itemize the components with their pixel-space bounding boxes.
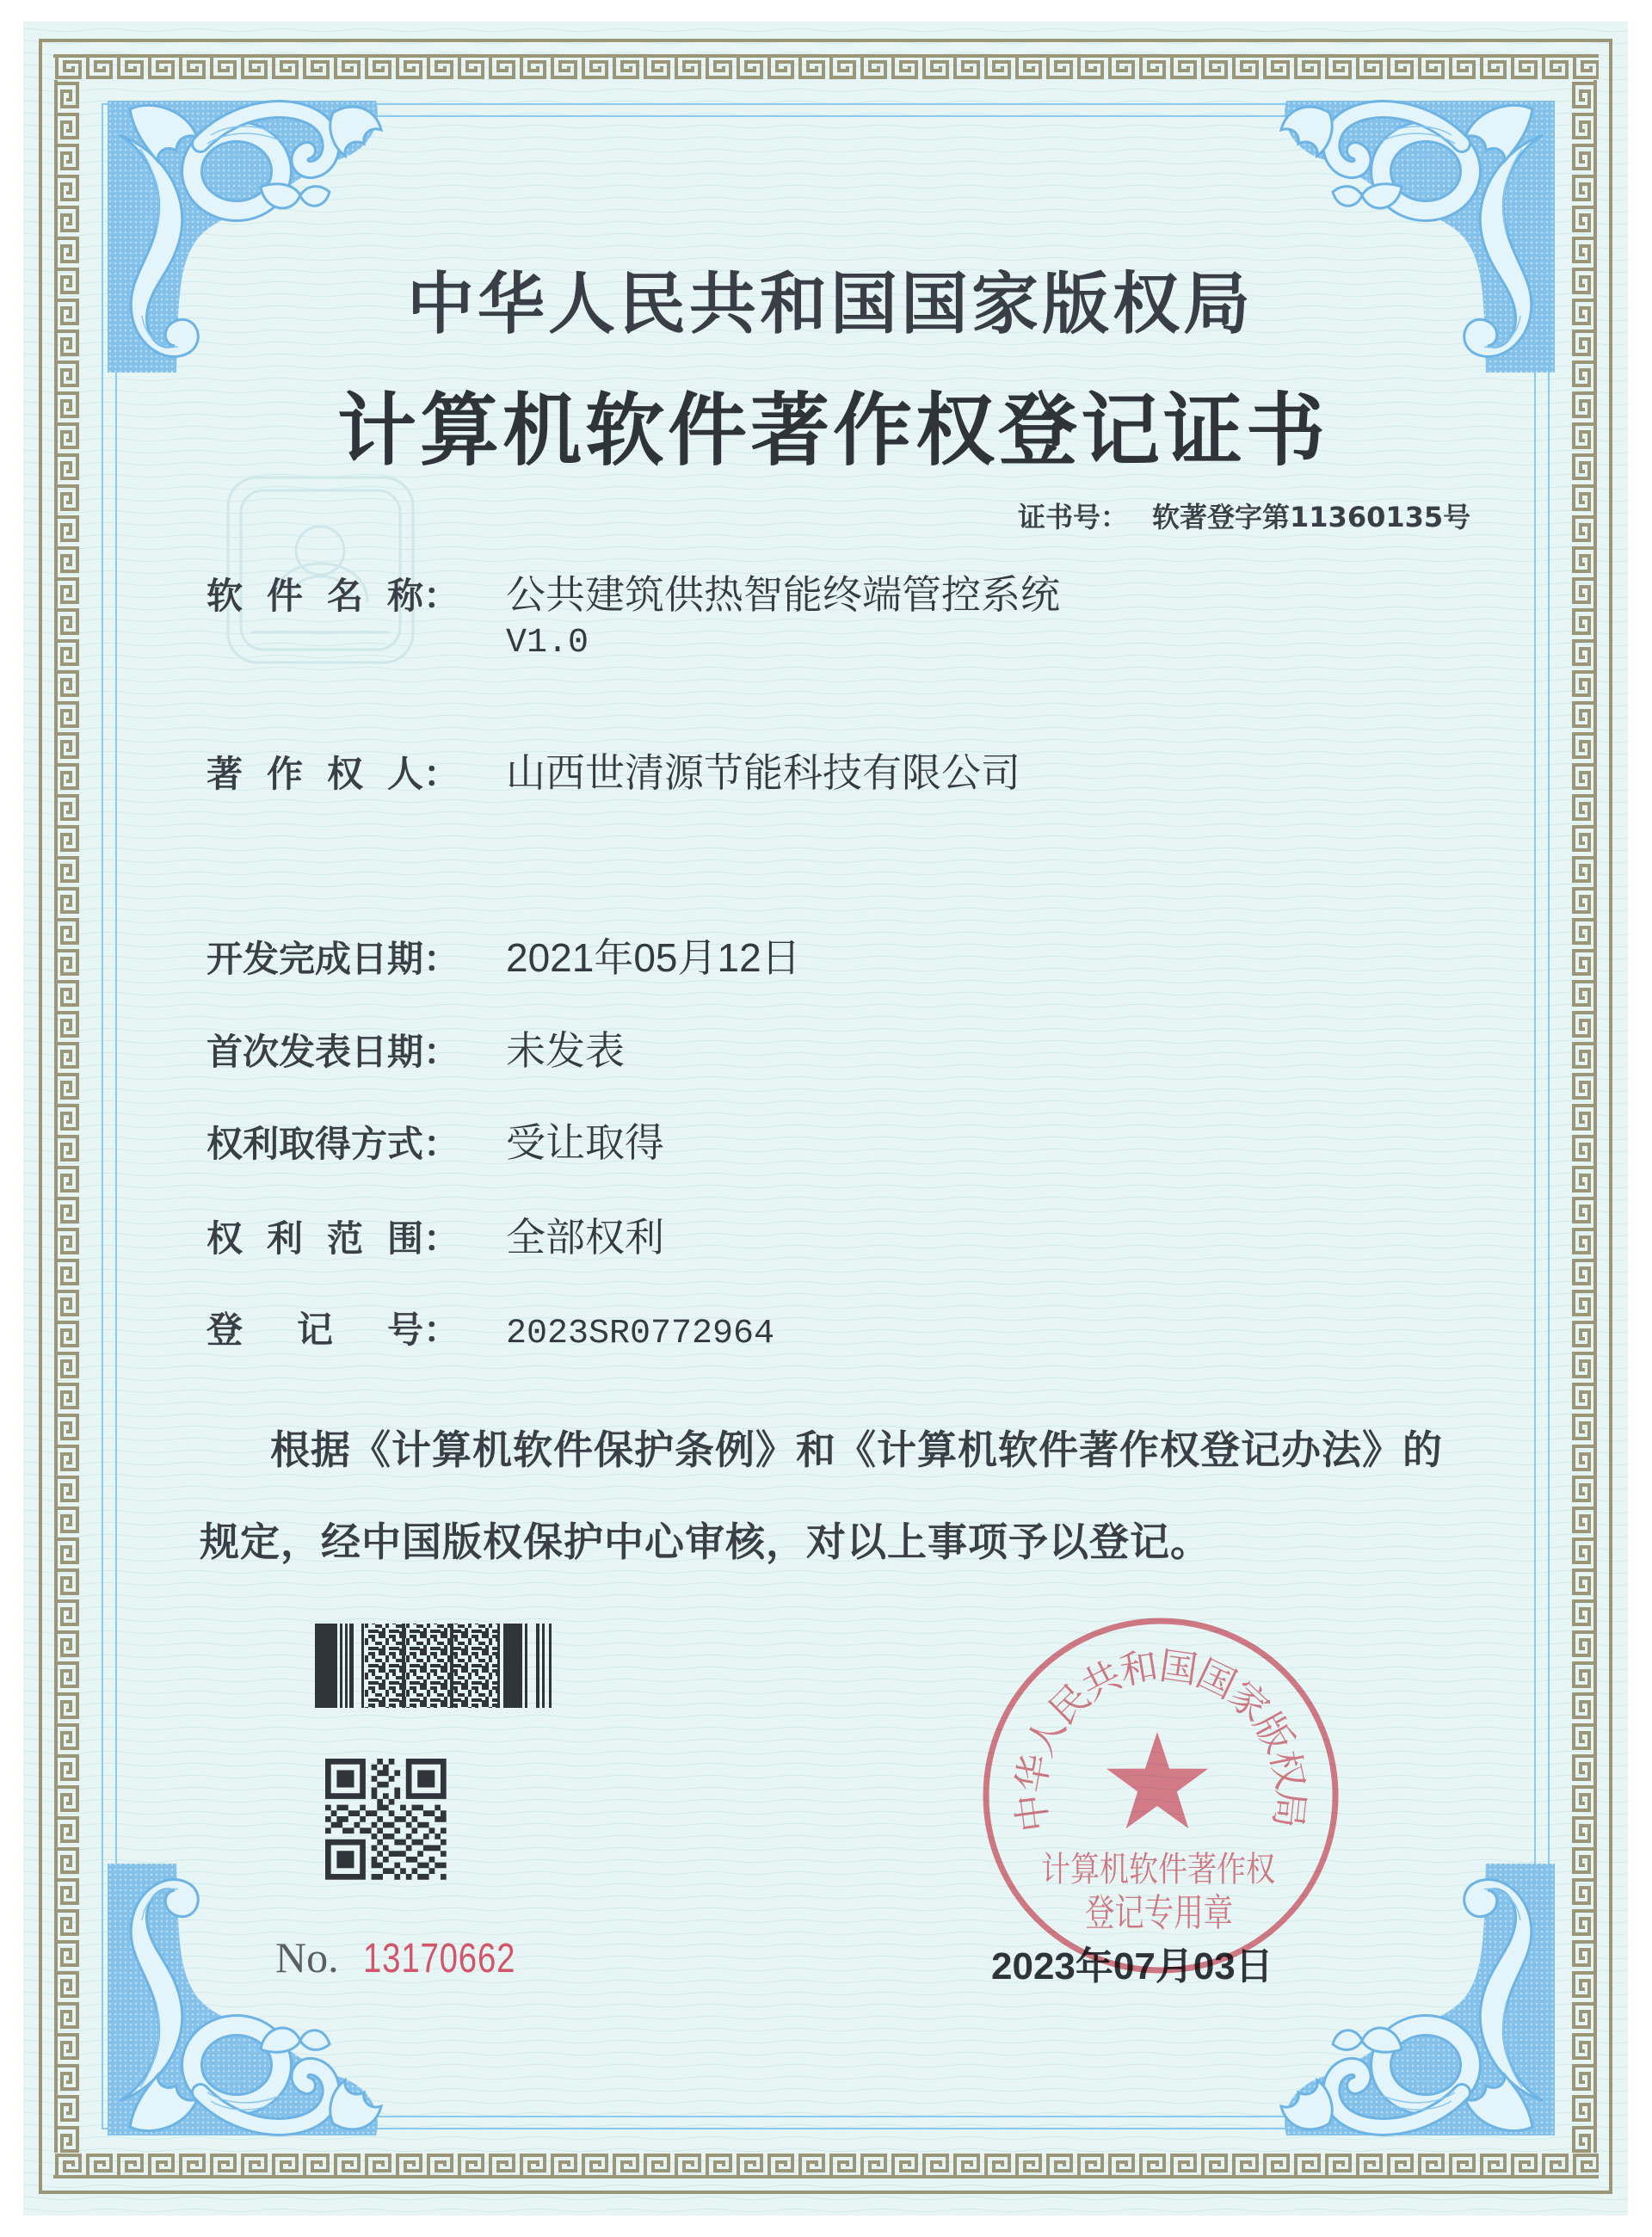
serial-prefix: No. [275,1933,339,1981]
field-colon: ： [423,1309,460,1351]
field-colon: ： [423,938,460,980]
serial-number [275,1933,553,1981]
certificate-number [1018,503,1470,531]
field-colon: ： [423,575,460,617]
seal-line-2: 登记专用章 [1085,1891,1233,1935]
field-value: 山西世清源节能科技有限公司 [506,750,1020,795]
field-label: 软件名称 [206,575,423,617]
field-acquisition-method [206,1120,664,1165]
field-software-name [206,572,1060,617]
certificate-title: 计算机软件著作权登记证书 [336,384,1328,477]
field-colon: ： [423,1217,460,1260]
guilloche-pattern [23,22,1628,2215]
field-label: 开发完成日期 [206,938,424,980]
certificate-number-value: 软著登字第11360135号 [1152,501,1471,533]
statement-line-1: 根据《计算机软件保护条例》和《计算机软件著作权登记办法》的 [270,1427,1443,1473]
field-value: 公共建筑供热智能终端管控系统 [506,572,1060,617]
field-label: 登记号 [206,1309,423,1351]
certificate-number-label: 证书号： [1018,501,1129,533]
field-rights-scope [206,1215,664,1260]
serial-number-value: 13170662 [362,1936,515,1981]
barcode-icon [315,1624,552,1708]
field-copyright-owner [206,750,1020,795]
fret-border-bottom [53,2153,1599,2179]
field-value: 全部权利 [506,1215,664,1260]
issuer-title: 中华人民共和国国家版权局 [406,265,1254,343]
seal-line-1: 计算机软件著作权 [1041,1850,1275,1889]
field-development-date [206,935,801,980]
field-label: 权利取得方式 [206,1123,424,1165]
field-label: 首次发表日期 [206,1031,424,1073]
field-colon: ： [423,753,460,795]
issue-date: 2023年07月03日 [991,1945,1273,1987]
field-value: 受让取得 [506,1120,664,1165]
field-value: 2023SR0772964 [506,1315,775,1353]
field-value: 2021年05月12日 [506,935,801,980]
field-first-publication-date [206,1028,625,1073]
statement-line-2: 规定，经中国版权保护中心审核，对以上事项予以登记。 [200,1519,1211,1565]
field-label: 著作权人 [206,753,423,795]
fret-border-top [53,53,1599,80]
field-registration-number [206,1309,775,1353]
field-colon: ： [423,1123,460,1165]
field-colon: ： [423,1031,460,1073]
field-software-version: V1.0 [506,624,589,662]
field-label: 权利范围 [206,1217,423,1260]
seal-arc-text-path: 中华人民共和国国家版权局 [1008,1643,1313,1835]
field-value: 未发表 [506,1028,625,1073]
